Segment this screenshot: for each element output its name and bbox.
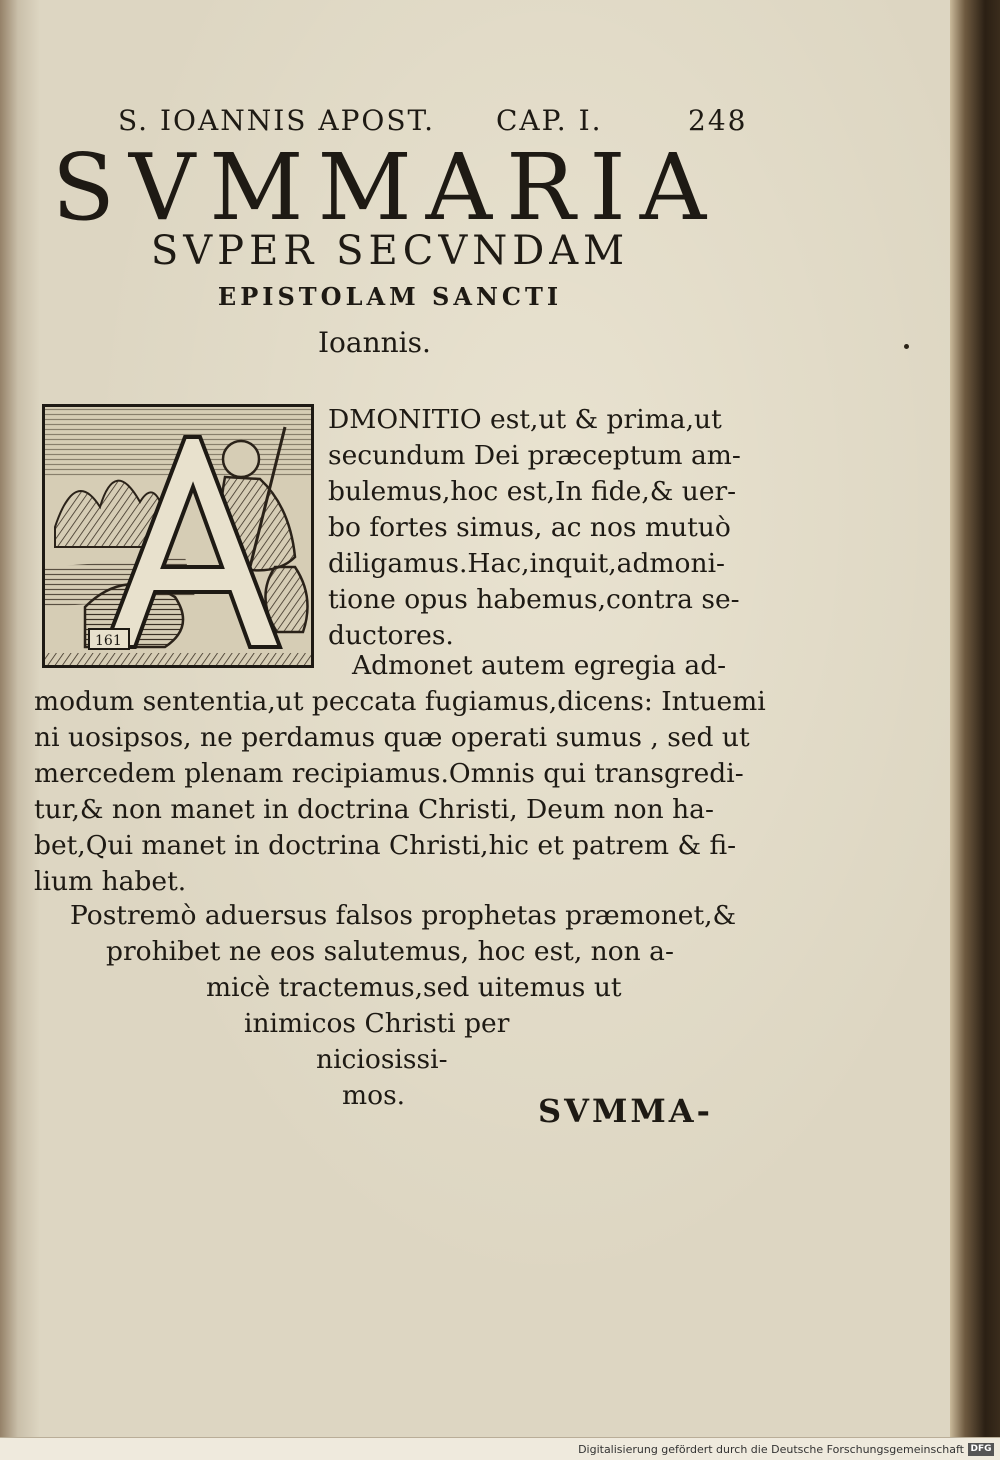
text-line: mos. bbox=[342, 1080, 406, 1111]
footer-bar bbox=[0, 1437, 1000, 1460]
woodcut-initial-icon bbox=[45, 407, 311, 665]
text-line: Admonet autem egregia ad- bbox=[352, 650, 727, 681]
text-line: micè tractemus,sed uitemus ut bbox=[206, 972, 622, 1003]
text-line: modum sententia,ut peccata fugiamus,dicens: Intuemi bbox=[34, 686, 766, 717]
text-line: tione opus habemus,contra se- bbox=[328, 584, 740, 615]
text-line: bulemus,hoc est,In fide,& uer- bbox=[328, 476, 737, 507]
digitization-credit: Digitalisierung gefördert durch die Deutsche Forschungsgemeinschaft bbox=[578, 1443, 964, 1456]
book-spine bbox=[950, 0, 1000, 1440]
text-line: tur,& non manet in doctrina Christi, Deum non ha- bbox=[34, 794, 714, 825]
text-line: bet,Qui manet in doctrina Christi,hic et patrem & fi- bbox=[34, 830, 737, 861]
text-line: diligamus.Hac,inquit,admoni- bbox=[328, 548, 726, 579]
woodcut-initial bbox=[42, 404, 314, 668]
title-line-2: SVPER SECVNDAM bbox=[150, 228, 630, 274]
text-line: DMONITIO est,ut & prima,ut bbox=[328, 404, 722, 435]
catchword: SVMMA- bbox=[538, 1092, 713, 1130]
title-line-1: SVMMARIA bbox=[51, 134, 721, 241]
text-line: ductores. bbox=[328, 620, 454, 651]
text-line: Postremò aduersus falsos prophetas præmonet,& bbox=[70, 900, 737, 931]
running-head-title: S. IOANNIS APOST. bbox=[118, 104, 436, 137]
ink-speck bbox=[904, 344, 909, 349]
text-line: lium habet. bbox=[34, 866, 187, 897]
text-line: inimicos Christi per bbox=[244, 1008, 510, 1039]
text-line: prohibet ne eos salutemus, hoc est, non a- bbox=[106, 936, 674, 967]
title-line-3: EPISTOLAM SANCTI bbox=[217, 282, 563, 311]
running-head-chapter: CAP. I. bbox=[496, 104, 603, 137]
title-line-4: Ioannis. bbox=[318, 326, 431, 359]
text-line: ni uosipsos, ne perdamus quæ operati sumus , sed ut bbox=[34, 722, 750, 753]
svg-text:161: 161 bbox=[95, 633, 122, 649]
text-line: niciosissi- bbox=[316, 1044, 448, 1075]
page-number: 248 bbox=[688, 104, 748, 137]
text-line: secundum Dei præceptum am- bbox=[328, 440, 741, 471]
text-line: mercedem plenam recipiamus.Omnis qui transgredi- bbox=[34, 758, 744, 789]
text-line: bo fortes simus, ac nos mutuò bbox=[328, 512, 731, 543]
dfg-logo: DFG bbox=[968, 1443, 994, 1456]
